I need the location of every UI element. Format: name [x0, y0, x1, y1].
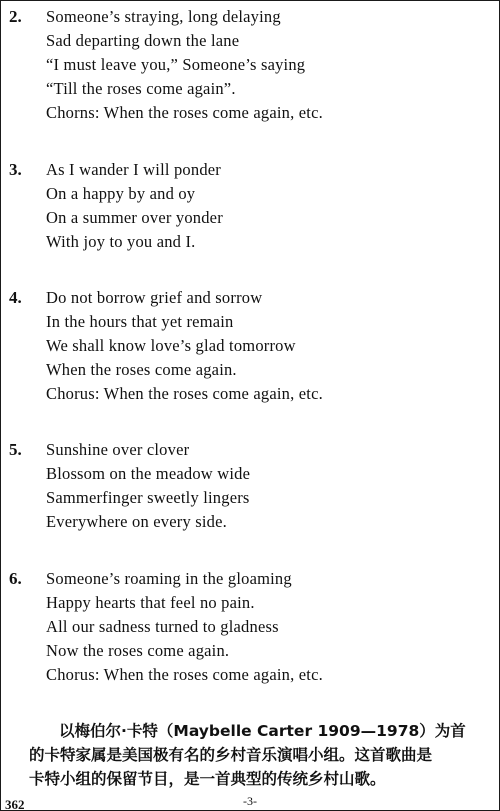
lyric-line: Do not borrow grief and sorrow [46, 288, 263, 307]
verse-lines [46, 438, 250, 534]
lyric-line: “I must leave you,” Someone’s saying [46, 55, 306, 74]
chorus-line: Chorns: When the roses come again, etc. [46, 103, 323, 122]
chinese-note [29, 719, 491, 791]
lyric-line: Happy hearts that feel no pain. [46, 593, 255, 612]
page-number: -3- [243, 794, 257, 808]
verse-lines [46, 286, 323, 406]
lyric-line: In the hours that yet remain [46, 312, 234, 331]
note-line: 以梅伯尔·卡特（Maybelle Carter 1909—1978）为首 [59, 722, 466, 740]
lyric-line: “Till the roses come again”. [46, 79, 236, 98]
verse-lines [46, 5, 323, 125]
lyric-line: Now the roses come again. [46, 641, 230, 660]
lyric-line: Sammerfinger sweetly lingers [46, 488, 250, 507]
lyric-line: As I wander I will ponder [46, 160, 221, 179]
verse-lines [46, 158, 223, 254]
lyric-line: With joy to you and I. [46, 232, 196, 251]
verse-number: 5. [9, 440, 22, 459]
lyric-line: We shall know love’s glad tomorrow [46, 336, 296, 355]
note-line: 的卡特家属是美国极有名的乡村音乐演唱小组。这首歌曲是 [29, 746, 433, 764]
verse-number: 6. [9, 569, 22, 588]
cut-off-page-mark: 362 [5, 797, 25, 811]
lyric-line: All our sadness turned to gladness [46, 617, 279, 636]
lyric-line: When the roses come again. [46, 360, 237, 379]
lyric-line: Everywhere on every side. [46, 512, 227, 531]
chorus-line: Chorus: When the roses come again, etc. [46, 665, 323, 684]
lyric-line: On a summer over yonder [46, 208, 223, 227]
lyric-line: Blossom on the meadow wide [46, 464, 251, 483]
lyric-line: Someone’s roaming in the gloaming [46, 569, 292, 588]
verse-number: 4. [9, 288, 22, 307]
lyric-line: Someone’s straying, long delaying [46, 7, 281, 26]
verse-number: 3. [9, 160, 22, 179]
lyric-line: Sad departing down the lane [46, 31, 240, 50]
chorus-line: Chorus: When the roses come again, etc. [46, 384, 323, 403]
verse-lines [46, 567, 323, 687]
lyric-line: Sunshine over clover [46, 440, 190, 459]
note-line: 卡特小组的保留节目，是一首典型的传统乡村山歌。 [29, 770, 386, 788]
verse-number: 2. [9, 7, 22, 26]
lyric-line: On a happy by and oy [46, 184, 196, 203]
